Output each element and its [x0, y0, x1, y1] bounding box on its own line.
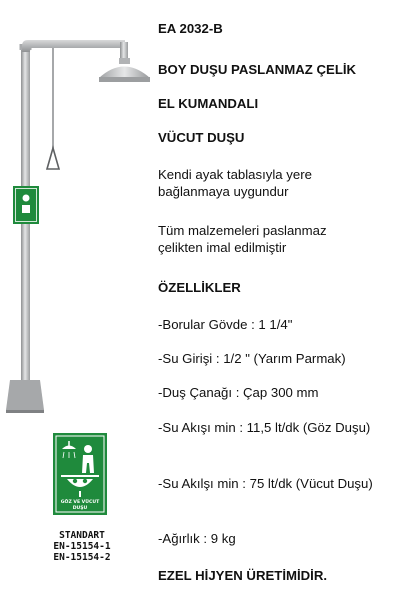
pipe-sign — [13, 186, 39, 224]
feature-item: -Su Akılşı min : 75 lt/dk (Vücut Duşu) — [158, 476, 373, 491]
standard-label: STANDART — [59, 530, 105, 541]
standard-code-2: EN-15154-2 — [53, 552, 111, 563]
feature-item: -Su Girişi : 1/2 " (Yarım Parmak) — [158, 351, 346, 366]
sign-text-line1: GÖZ VE VÜCUT — [60, 500, 100, 505]
feature-item: -Ağırlık : 9 kg — [158, 531, 236, 546]
product-name: BOY DUŞU PASLANMAZ ÇELİK — [158, 62, 357, 77]
control-type: EL KUMANDALI — [158, 96, 259, 111]
standard-code-1: EN-15154-1 — [53, 541, 111, 552]
model-code: EA 2032-B — [158, 21, 223, 36]
shower-head — [99, 58, 150, 82]
footer-tagline: EZEL HİJYEN ÜRETİMİDİR. — [158, 568, 328, 583]
mount-note: Kendi ayak tablasıyla yere bağlanmaya uygundur — [158, 167, 312, 199]
feature-item: -Duş Çanağı : Çap 300 mm — [158, 385, 319, 400]
shower-type: VÜCUT DUŞU — [158, 130, 245, 145]
eye-body-shower-sign — [53, 433, 107, 515]
pull-rod — [47, 48, 59, 169]
material-note: Tüm malzemeleri paslanmaz çelikten imal edilmiştir — [158, 223, 327, 255]
feature-item: -Su Akışı min : 11,5 lt/dk (Göz Duşu) — [158, 420, 371, 435]
sign-text-line2: DUŞU — [72, 506, 88, 511]
horizontal-pipe — [22, 40, 128, 62]
base-plate — [6, 380, 44, 413]
feature-item: -Borular Gövde : 1 1/4" — [158, 317, 293, 332]
features-heading: ÖZELLİKLER — [158, 280, 241, 295]
